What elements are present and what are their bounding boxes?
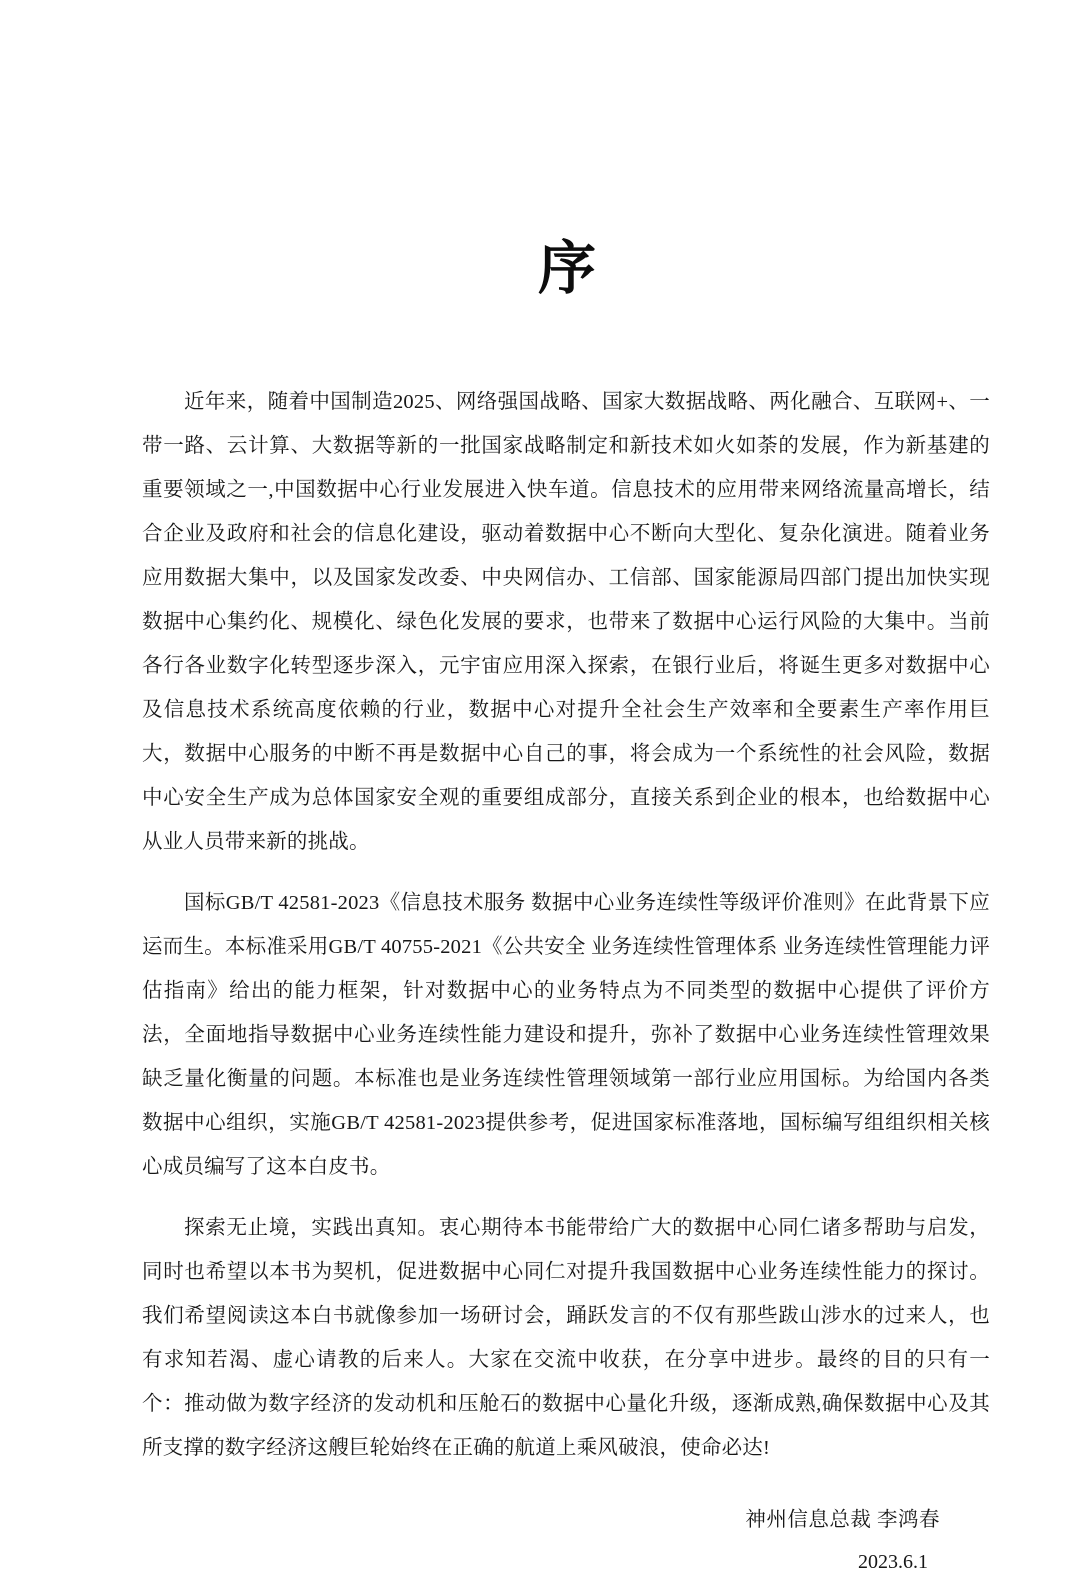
- signature-name: 神州信息总裁 李鸿春: [745, 1509, 940, 1531]
- paragraph: 近年来，随着中国制造2025、网络强国战略、国家大数据战略、两化融合、互联网+、一带一路、云计算、大数据等新的一批国家战略制定和新技术如火如荼的发展，作为新基建的重要领域之一,中国数据中心行业发展进入快车道。信息技术的应用带来网络流量高增长，结合企业及政府和社会的信息化建设，驱动着数据中心不断向大型化、复杂化演进。随着业务应用数据大集中，以及国家发改委、中央网信办、工信部、国家能源局四部门提出加快实现数据中心集约化、规模化、绿色化发展的要求，也带来了数据中心运行风险的大集中。当前各行各业数字化转型逐步深入，元宇宙应用深入探索，在银行业后，将诞生更多对数据中心及信息技术系统高度依赖的行业，数据中心对提升全社会生产效率和全要素生产率作用巨大，数据中心服务的中断不再是数据中心自己的事，将会成为一个系统性的社会风险，数据中心安全生产成为总体国家安全观的重要组成部分，直接关系到企业的根本，也给数据中心从业人员带来新的挑战。: [142, 391, 990, 853]
- document-body: [118, 380, 1018, 1470]
- paragraph: 探索无止境，实践出真知。衷心期待本书能带给广大的数据中心同仁诸多帮助与启发，同时也希望以本书为契机，促进数据中心同仁对提升我国数据中心业务连续性能力的探讨。我们希望阅读这本白书就像参加一场研讨会，踊跃发言的不仅有那些跋山涉水的过来人，也有求知若渴、虚心请教的后来人。大家在交流中收获，在分享中进步。最终的目的只有一个：推动做为数字经济的发动机和压舱石的数据中心量化升级，逐渐成熟,确保数据中心及其所支撑的数字经济这艘巨轮始终在正确的航道上乘风破浪，使命必达!: [142, 1217, 990, 1459]
- page-title: 序: [537, 236, 598, 301]
- signature-block: [118, 1500, 1018, 1582]
- signature-date: 2023.6.1: [858, 1551, 928, 1573]
- paragraph: 国标GB/T 42581-2023《信息技术服务 数据中心业务连续性等级评价准则》在此背景下应运而生。本标准采用GB/T 40755-2021《公共安全 业务连续性管理体系 业务连续性管理能力评估指南》给出的能力框架，针对数据中心的业务特点为不同类型的数据中心提供了评价方法，全面地指导数据中心业务连续性能力建设和提升，弥补了数据中心业务连续性管理效果缺乏量化衡量的问题。本标准也是业务连续性管理领域第一部行业应用国标。为给国内各类数据中心组织，实施GB/T 42581-2023提供参考，促进国家标准落地，国标编写组组织相关核心成员编写了这本白皮书。: [142, 892, 990, 1178]
- page-content-area: [118, 0, 1018, 1573]
